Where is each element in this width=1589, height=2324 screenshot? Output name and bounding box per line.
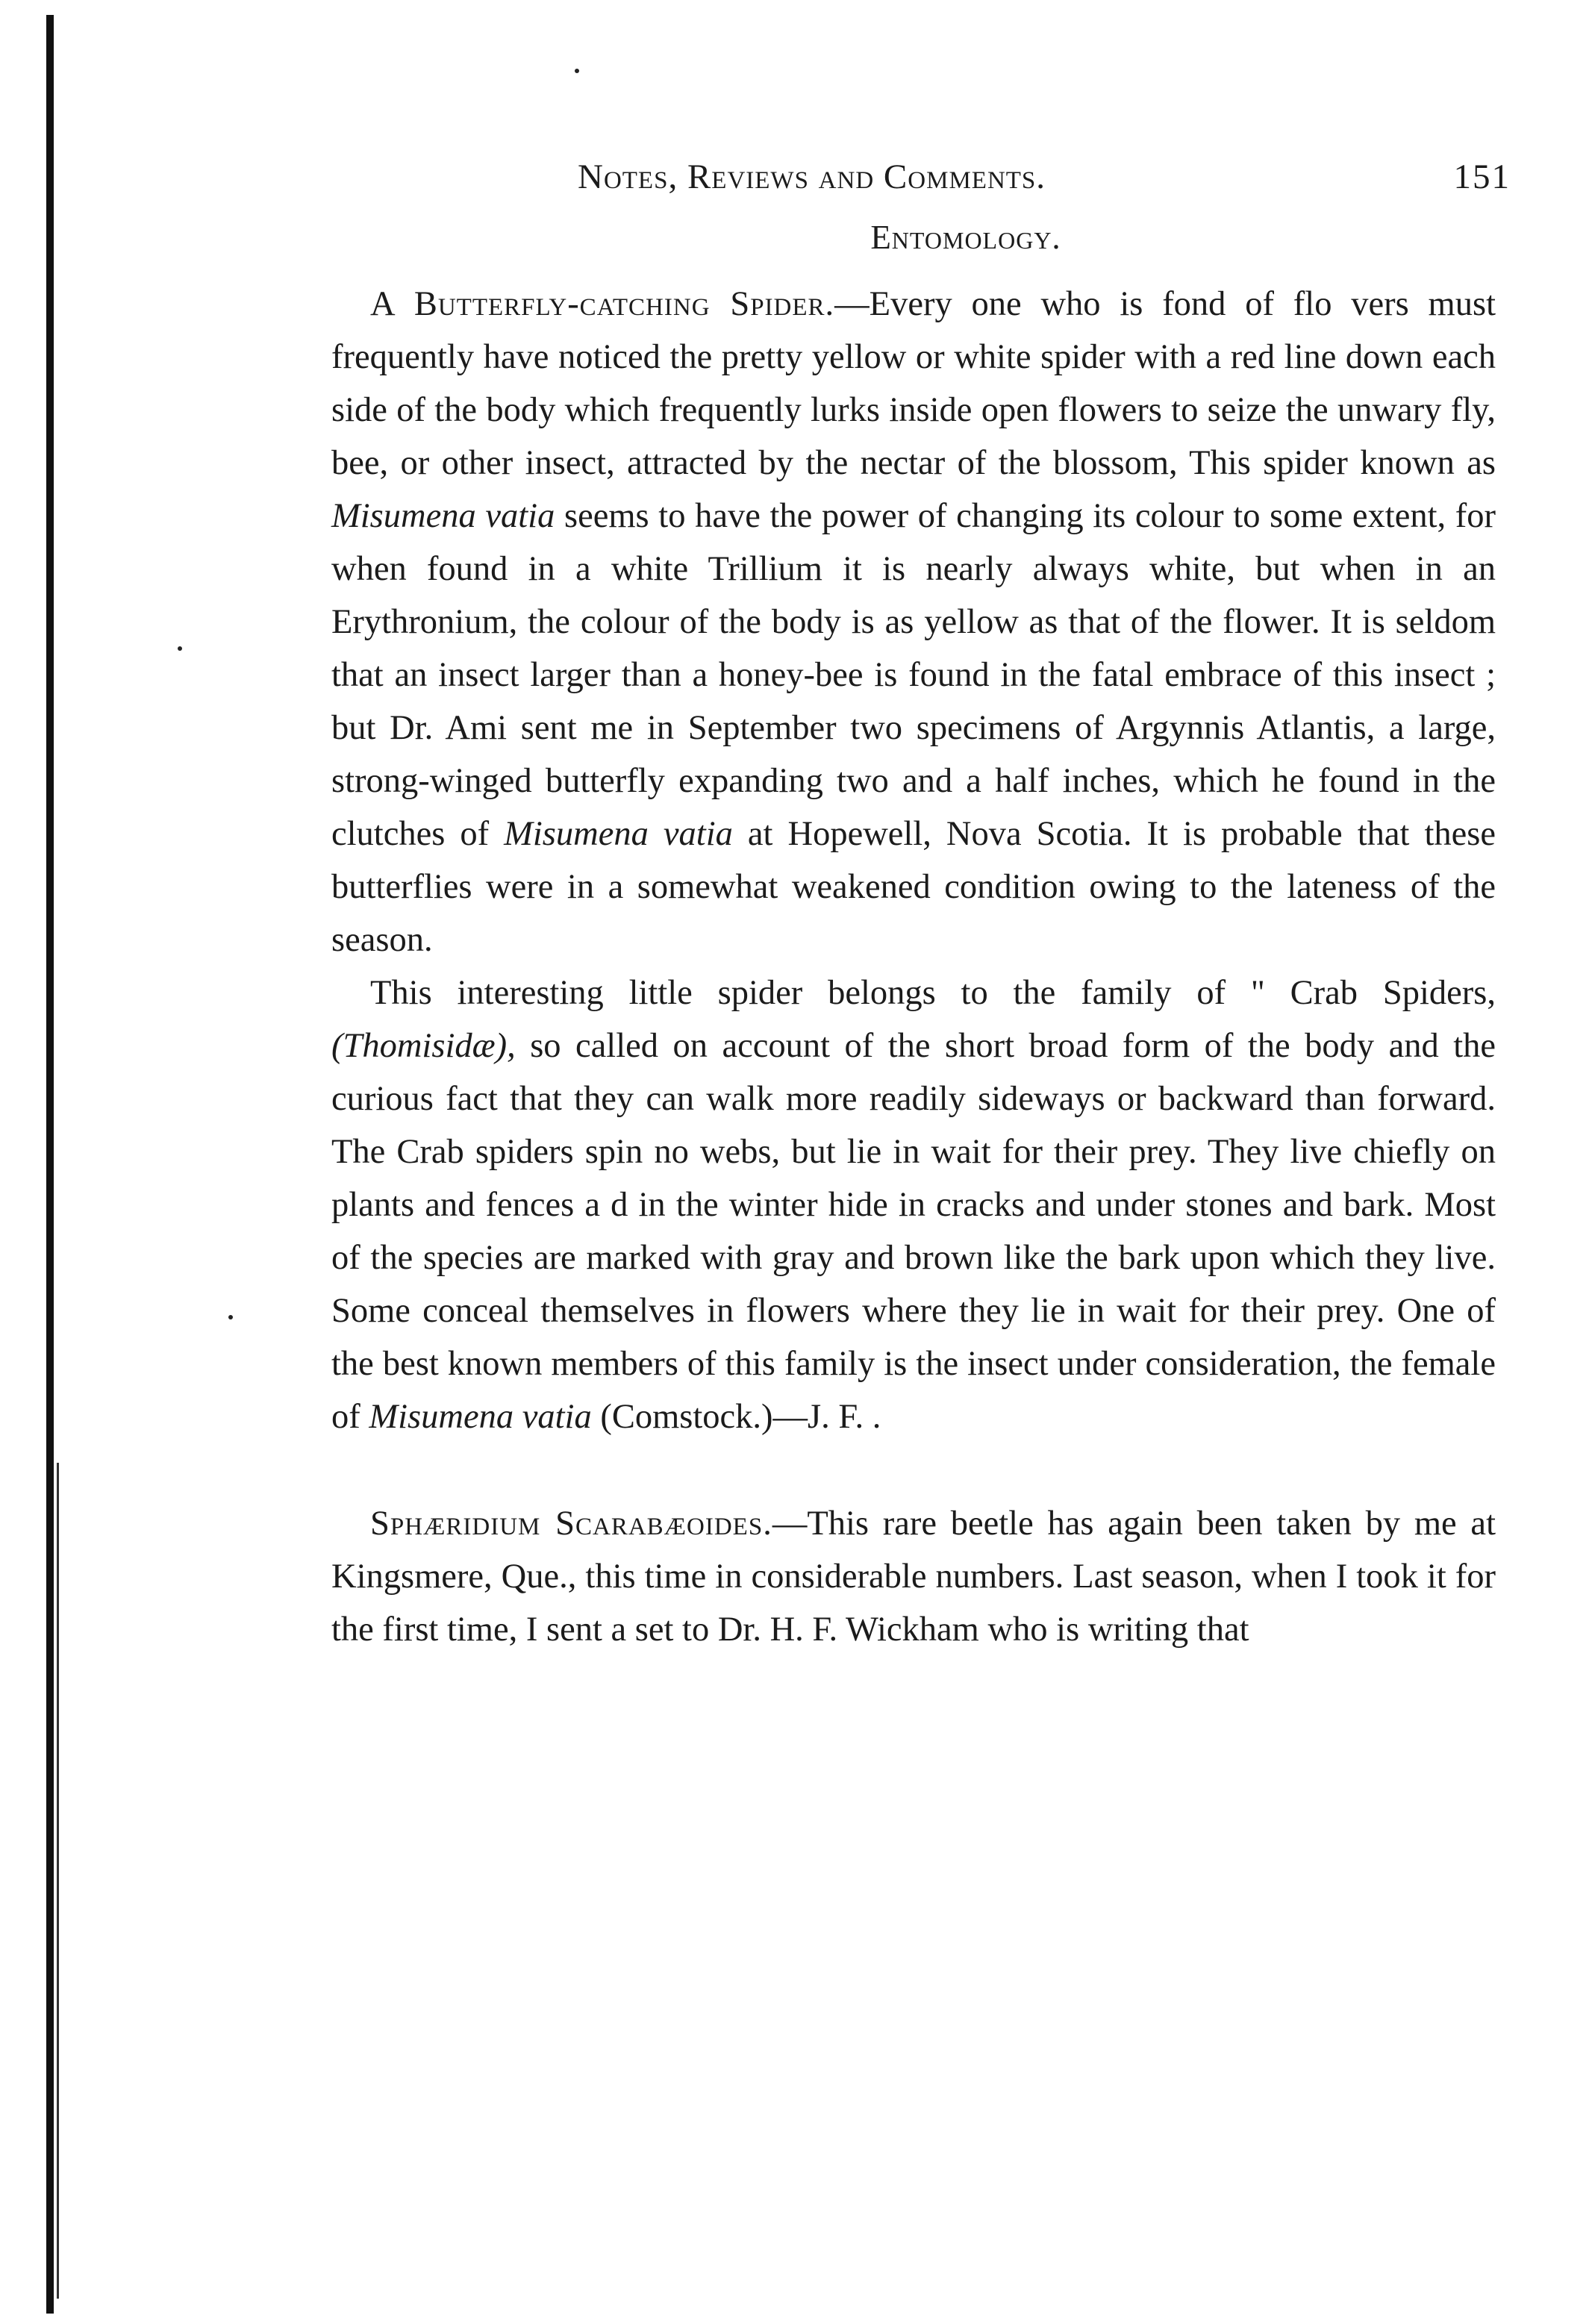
paragraph-text: at Hopewell, Nova Scotia. It is probable that these butterflies were in a somewhat weakened condition owing to the lateness of the season. bbox=[331, 815, 1496, 959]
paragraph-text: —This rare beetle has again been taken by me at Kingsmere, Que., this time in considerable numbers. Last season, when I took it for the first time, I sent a set to Dr. H. F. Wickham who is writing that bbox=[331, 1505, 1496, 1649]
page-number: 151 bbox=[1453, 157, 1511, 196]
article-paragraph bbox=[331, 278, 1496, 966]
paragraph-text: —Every one who is fond of flo vers must frequently have noticed the pretty yellow or white spider with a red line down each side of the body which frequently lurks inside open flowers to seize the unwary fly, bee, or other insect, attracted by the nectar of the blossom, This spider known as bbox=[331, 285, 1496, 482]
page-binding-shadow bbox=[57, 1463, 59, 2299]
paragraph-text: (Comstock.)—J. F. . bbox=[591, 1398, 881, 1436]
section-heading: Entomology. bbox=[870, 219, 1061, 256]
page-binding-edge bbox=[46, 15, 54, 2314]
species-name: Misumena vatia bbox=[331, 497, 555, 535]
paragraph-text: so called on account of the short broad form of the body and the curious fact that they can walk more readily sideways or backward than forward. The Crab spiders spin no webs, but lie in wait for their prey. They live chiefly on plants and fences a d in the winter hide in cracks and under stones and bark. Most of the species are marked with gray and brown like the bark upon which they live. Some conceal themselves in flowers where they lie in wait for their prey. One of the best known members of this family is the insect under consideration, the female of bbox=[331, 1027, 1496, 1436]
species-name: Misumena vatia bbox=[504, 815, 733, 853]
print-speck bbox=[575, 69, 579, 73]
page-column bbox=[331, 149, 1511, 1656]
print-speck bbox=[178, 646, 182, 651]
running-title: Notes, Reviews and Comments. bbox=[578, 157, 1046, 196]
running-head bbox=[331, 149, 1511, 209]
paragraph-text: seems to have the power of changing its colour to some extent, for when found in a white Trillium it is nearly always white, but when in an Erythronium, the colour of the body is as yellow as that of the flower. It is seldom that an insect larger than a honey-bee is found in the fatal embrace of this insect ; but Dr. Ami sent me in September two specimens of Argynnis Atlantis, a large, strong-winged butterfly expanding two and a half inches, which he found in the clutches of bbox=[331, 497, 1496, 853]
article-paragraph bbox=[331, 1497, 1496, 1656]
species-name: Misumena vatia bbox=[369, 1398, 592, 1436]
article-separator bbox=[331, 1443, 1496, 1497]
family-name: (Thomisidæ), bbox=[331, 1027, 516, 1065]
article-title: A Butterfly-catching Spider. bbox=[370, 285, 835, 323]
paragraph-text: This interesting little spider belongs to the family of " Crab Spiders, bbox=[370, 974, 1496, 1012]
print-speck bbox=[228, 1315, 233, 1319]
article-title: Sphæridium Scarabæoides. bbox=[370, 1505, 772, 1543]
article-paragraph bbox=[331, 966, 1496, 1443]
